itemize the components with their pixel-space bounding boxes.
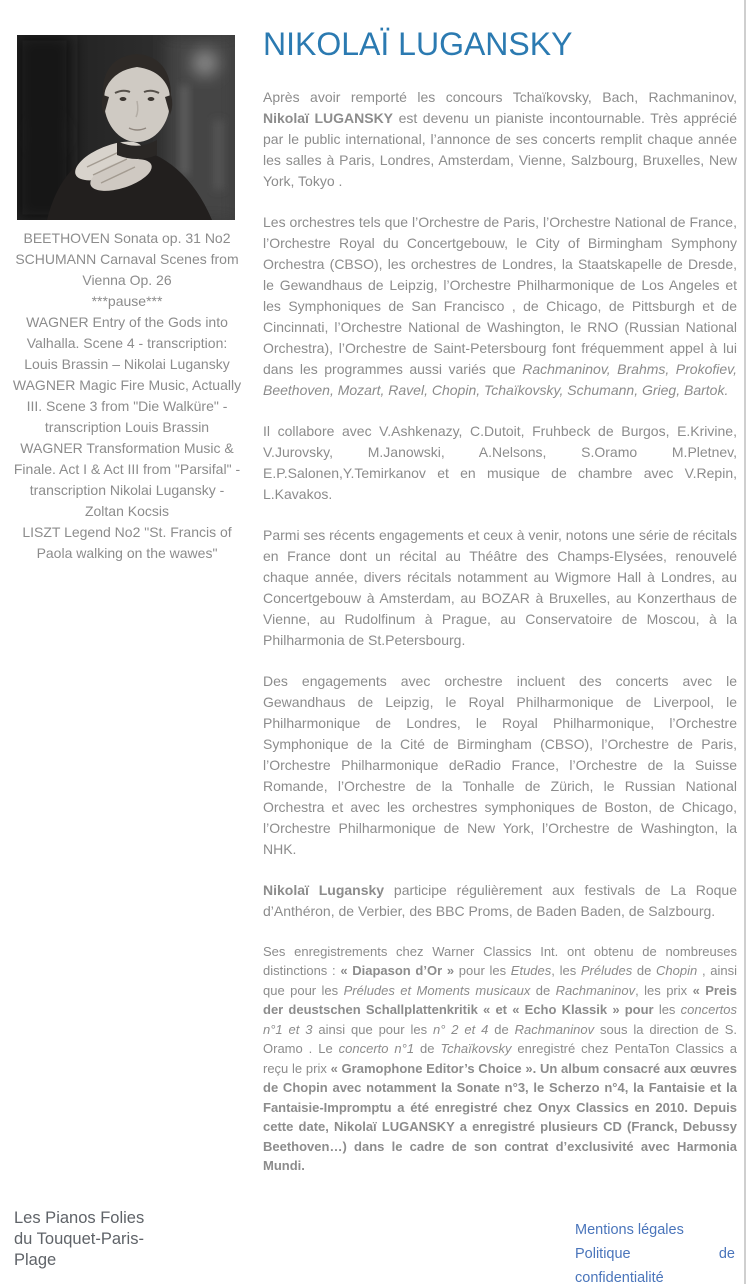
program-item: ***pause*** — [91, 293, 163, 309]
bio-paragraph: Après avoir remporté les concours Tchaïkovsky, Bach, Rachmaninov, Nikolaï LUGANSKY est devenu un pianiste incontournable. Très apprécié par le public international, l’annonce de ses concerts remplit chaque année les salles à Paris, Londres, Amsterdam, Vienne, Salzbourg, Bruxelles, New York, Tokyo . — [263, 88, 737, 189]
bio-paragraph: Des engagements avec orchestre incluent des concerts avec le Gewandhaus de Leipzig, le Royal Philharmonique de Liverpool, le Philharmonique de Londres, le Royal Philharmonique, l’Orchestre Symphonique de la Cité de Birmingham (CBSO), l’Orchestre de Paris, l’Orchestre Philharmonique deRadio France, l’Orchestre de la Suisse Romande, l’Orchestre de la Tonhalle de Zürich, le Russian National Orchestra et avec les orchestres symphoniques de Boston, de Chicago, l’Orchestre Philharmonique de New York, l’Orchestre de Washington, la NHK. — [263, 672, 737, 857]
bio-paragraph: Il collabore avec V.Ashkenazy, C.Dutoit, Fruhbeck de Burgos, E.Krivine, V.Jurovsky, M.Janowski, A.Nelsons, S.Oramo M.Pletnev, E.P.Salonen,Y.Temirkanov et en musique de chambre avec V.Repin, L.Kavakos. — [263, 422, 737, 502]
link-politique-confidentialite[interactable]: Politique de confidentialité — [575, 1246, 735, 1284]
bio-paragraph: Nikolaï Lugansky participe régulièrement aux festivals de La Roque d’Anthéron, de Verbier, des BBC Proms, de Baden Baden, de Salzbourg. — [263, 881, 737, 919]
link-mentions-legales[interactable]: Mentions légales — [575, 1222, 684, 1238]
portrait-photo — [17, 35, 235, 220]
footer-links — [575, 1218, 735, 1284]
program-list — [10, 228, 244, 564]
bio-paragraph: Ses enregistrements chez Warner Classics Int. ont obtenu de nombreuses distinctions : « Diapason d’Or » pour les Etudes, les Préludes de Chopin , ainsi que pour les Préludes et Moments musicaux de Rachmaninov, les prix « Preis der deustschen Schallplattenkritik « et « Echo Klassik » pour les concertos n°1 et 3 ainsi que pour les n° 2 et 4 de Rachmaninov sous la direction de S. Oramo . Le concerto n°1 de Tchaïkovsky enregistré chez PentaTon Classics a reçu le prix « Gramophone Editor’s Choice ». Un album consacré aux œuvres de Chopin avec notamment la Sonate n°3, le Scherzo n°4, la Fantaisie et la Fantaisie-Impromptu a été enregistré chez Onyx Classics en 2010. Depuis cette date, Nikolaï LUGANSKY a enregistré plusieurs CD (Franck, Debussy Beethoven…) dans le cadre de son contrat d’exclusivité avec Harmonia Mundi. — [263, 943, 738, 1174]
biography-section — [263, 0, 737, 1196]
footer-site-name: Les Pianos Folies du Touquet-Paris-Plage — [14, 1209, 145, 1269]
program-item: WAGNER Entry of the Gods into Valhalla. Scene 4 - transcription: Louis Brassin – Nikolai Lugansky — [24, 314, 230, 372]
program-item: SCHUMANN Carnaval Scenes from Vienna Op. 26 — [15, 251, 239, 288]
page-title: NIKOLAÏ LUGANSKY — [263, 26, 573, 62]
program-item: BEETHOVEN Sonata op. 31 No2 — [23, 230, 231, 246]
program-item: LISZT Legend No2 "St. Francis of Paola walking on the wawes" — [22, 524, 232, 561]
bio-paragraph: Parmi ses récents engagements et ceux à venir, notons une série de récitals en France dont un récital au Théâtre des Champs-Elysées, renouvelé chaque année, divers récitals notamment au Wigmore Hall à Londres, au Concertgebouw à Amsterdam, au BOZAR à Bruxelles, au Konzerthaus de Vienne, au Rudolfinum à Prague, au Conservatoire de Moscou, à la Philharmonia de St.Petersbourg. — [263, 526, 737, 648]
content-right-border — [744, 0, 746, 1284]
bio-paragraph: Les orchestres tels que l’Orchestre de Paris, l’Orchestre National de France, l’Orchestre Royal du Concertgebouw, le City of Birmingham Symphony Orchestra (CBSO), les orchestres de Londres, la Staatskapelle de Dresde, le Gewandhaus de Leipzig, l’Orchestre Philharmonique de Los Angeles et les Symphoniques de San Francisco , de Chicago, de Pittsburgh et de Cincinnati, l’Orchestre National de Washington, le RNO (Russian National Orchestra), l’Orchestre de Saint-Petersbourg font fréquemment appel à lui dans les programmes aussi variés que Rachmaninov, Brahms, Prokofiev, Beethoven, Mozart, Ravel, Chopin, Tchaïkovsky, Schumann, Grieg, Bartok. — [263, 213, 737, 398]
program-item: WAGNER Transformation Music & Finale. Act I & Act III from "Parsifal" - transcription Nikolai Lugansky - Zoltan Kocsis — [13, 440, 241, 519]
program-item: WAGNER Magic Fire Music, Actually III. Scene 3 from "Die Walküre" - transcription Louis Brassin — [12, 377, 242, 435]
